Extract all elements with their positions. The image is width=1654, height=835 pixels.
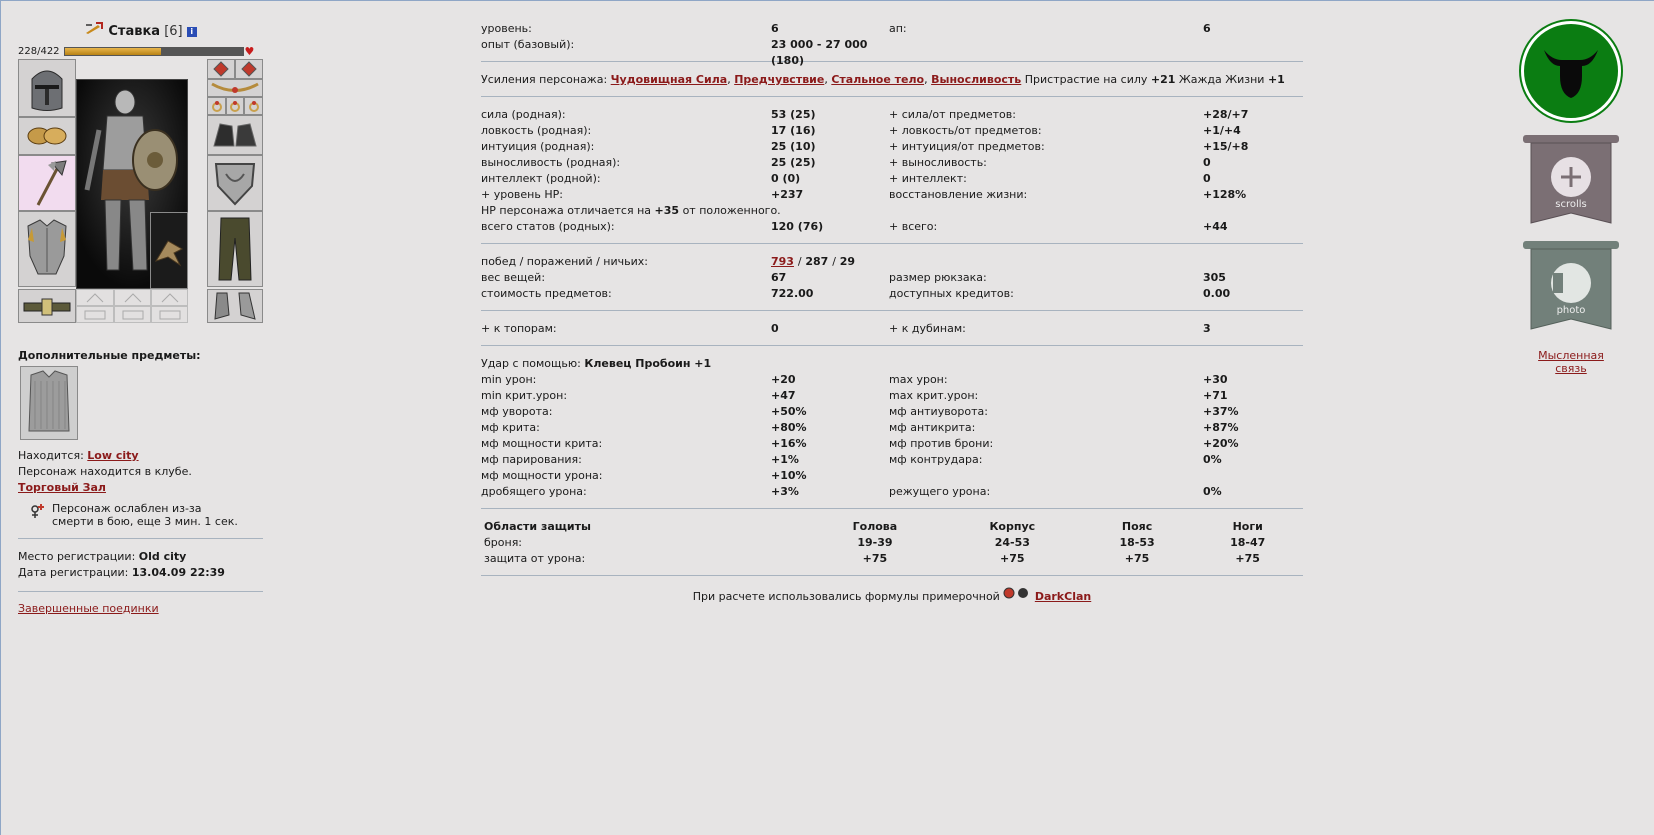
stat-label: мф крита: <box>481 421 540 434</box>
hp-note-pre: HP персонажа отличается на <box>481 204 652 217</box>
boost-link[interactable]: Предчувствие <box>734 73 825 86</box>
ring-icon <box>210 99 224 113</box>
stat-row <box>481 372 1303 388</box>
rune-slot-icon <box>85 292 105 304</box>
bracers-icon <box>24 121 70 151</box>
stat-value: 0 <box>1203 172 1211 185</box>
stat-label: + интеллект: <box>889 172 967 185</box>
slot-rune-empty[interactable] <box>76 306 114 323</box>
boost-separator: , <box>727 73 731 86</box>
stat-label: вес вещей: <box>481 271 546 284</box>
armor-row <box>481 551 1303 567</box>
axe-icon <box>24 157 70 209</box>
wins-link[interactable]: 793 <box>771 255 794 268</box>
stat-label: ловкость (родная): <box>481 124 592 137</box>
stat-row <box>481 123 1303 139</box>
boost-link[interactable]: Стальное тело <box>831 73 925 86</box>
stat-label: + ловкость/от предметов: <box>889 124 1042 137</box>
chainmail-icon <box>21 367 77 439</box>
slot-rune-empty[interactable] <box>114 289 151 306</box>
stat-row <box>481 37 1303 67</box>
stat-row <box>481 388 1303 404</box>
breastplate-icon <box>22 216 72 282</box>
character-title <box>18 21 263 43</box>
stat-label: сила (родная): <box>481 108 566 121</box>
clan-sign-icon <box>84 21 104 35</box>
boost-extra-2-label: Жажда Жизни <box>1178 73 1265 86</box>
character-name: Ставка <box>108 24 161 39</box>
character-panel <box>18 21 263 615</box>
bull-head-icon <box>1536 36 1606 106</box>
record-row <box>481 254 1303 270</box>
hp-bar-fill <box>65 48 161 55</box>
stat-label: размер рюкзака: <box>889 271 987 284</box>
stat-value: 25 (10) <box>771 140 816 153</box>
rune-slot-icon <box>160 292 180 304</box>
stat-row <box>481 436 1303 452</box>
armor-row <box>481 535 1303 551</box>
slot-pet[interactable] <box>150 212 188 289</box>
stat-label: интеллект (родной): <box>481 172 601 185</box>
hp-note-value: +35 <box>654 204 680 217</box>
stat-label: мф парирования: <box>481 453 582 466</box>
armor-cell: +75 <box>1124 552 1150 565</box>
extra-item-chainmail[interactable] <box>20 366 78 440</box>
rune-slot-icon <box>123 292 143 304</box>
draws-value: 29 <box>839 255 856 268</box>
armor-header-cell: Ноги <box>1232 520 1263 533</box>
stat-value: +80% <box>771 421 807 434</box>
slot-weapon[interactable] <box>18 155 76 211</box>
stat-value: 722.00 <box>771 287 814 300</box>
attack-section <box>481 372 1303 500</box>
reg-date <box>18 565 263 581</box>
stat-label: max крит.урон: <box>889 389 979 402</box>
helmet-icon <box>24 63 70 113</box>
hp-bar <box>64 47 244 56</box>
hp-row <box>18 43 263 59</box>
stat-value: 0 <box>1203 156 1211 169</box>
slot-earring-1[interactable] <box>207 59 235 79</box>
stat-value: 0.00 <box>1203 287 1231 300</box>
scroll-banner-icon <box>1521 133 1621 227</box>
boosts-line <box>481 72 1303 88</box>
slot-pants[interactable] <box>207 211 263 287</box>
stat-value: +128% <box>1203 188 1247 201</box>
stat-value: 305 <box>1203 271 1226 284</box>
stat-value: 17 (16) <box>771 124 816 137</box>
armor-cell: +75 <box>862 552 888 565</box>
reg-date-value: 13.04.09 22:39 <box>131 566 225 579</box>
stat-value: +28/+7 <box>1203 108 1249 121</box>
stats-total-row <box>481 219 1303 235</box>
stat-value: +20% <box>1203 437 1239 450</box>
scrolls-label: scrolls <box>1555 199 1587 210</box>
stat-value: +10% <box>771 469 807 482</box>
stat-label: дробящего урона: <box>481 485 587 498</box>
stat-label <box>889 37 1203 53</box>
armor-cell: 19-39 <box>857 536 893 549</box>
stat-label: мф антиуворота: <box>889 405 988 418</box>
stat-row <box>481 187 1303 203</box>
stat-label: мф против брони: <box>889 437 994 450</box>
slot-amulet[interactable] <box>207 79 263 97</box>
rune-slot-icon <box>121 309 145 321</box>
stat-label: мф контрудара: <box>889 453 983 466</box>
rune-slot-icon <box>158 309 182 321</box>
stat-label: стоимость предметов: <box>481 287 612 300</box>
debuff-text: Персонаж ослаблен из-за смерти в бою, еще 3 мин. 1 сек. <box>52 502 238 528</box>
stat-row <box>481 321 1303 337</box>
stat-label: мф мощности урона: <box>481 469 603 482</box>
slot-belt[interactable] <box>18 289 76 323</box>
stat-row <box>481 171 1303 187</box>
shield-icon <box>212 158 258 208</box>
stat-label: + уровень HP: <box>481 188 563 201</box>
stat-row <box>481 468 1303 484</box>
weapon-skill-section <box>481 321 1303 337</box>
slot-helmet[interactable] <box>18 59 76 117</box>
bull-emblem[interactable] <box>1521 21 1621 121</box>
stat-value: 3 <box>1203 322 1211 335</box>
stat-value: 6 <box>1203 22 1211 35</box>
stat-label: + к дубинам: <box>889 322 966 335</box>
stat-label: min урон: <box>481 373 537 386</box>
stats-panel <box>481 21 1303 603</box>
stat-row <box>481 155 1303 171</box>
slot-gloves[interactable] <box>207 115 263 155</box>
slot-boots[interactable] <box>207 289 263 323</box>
club-text: Персонаж находится в клубе. <box>18 465 192 478</box>
stat-row <box>481 420 1303 436</box>
stat-label: + всего: <box>889 220 938 233</box>
boost-extra-1-value: +21 <box>1150 73 1176 86</box>
armor-header-cell: Голова <box>852 520 898 533</box>
armor-cell: 18-47 <box>1230 536 1266 549</box>
boost-link[interactable]: Выносливость <box>931 73 1022 86</box>
armor-table <box>481 519 1303 567</box>
stat-label: min крит.урон: <box>481 389 568 402</box>
stat-value: +20 <box>771 373 796 386</box>
stat-value: 6 <box>771 22 779 35</box>
gloves-icon <box>210 118 260 152</box>
stat-row <box>481 21 1303 37</box>
right-panel <box>1521 21 1621 375</box>
stat-label: ап: <box>889 22 907 35</box>
armor-cell: +75 <box>1235 552 1260 565</box>
slot-earring-2[interactable] <box>235 59 263 79</box>
equipment-grid <box>18 59 263 343</box>
armor-header-cell: Корпус <box>989 520 1036 533</box>
stat-row <box>481 286 1303 302</box>
ring-icon <box>228 99 242 113</box>
misc-section <box>481 270 1303 302</box>
attack-weapon: Клевец Пробоин +1 <box>584 357 712 370</box>
stat-value: 0% <box>1203 485 1222 498</box>
stat-label: выносливость (родная): <box>481 156 621 169</box>
stat-label: мф мощности крита: <box>481 437 603 450</box>
slot-armor[interactable] <box>18 211 76 287</box>
stat-label: уровень: <box>481 22 532 35</box>
armor-cell: +75 <box>1000 552 1025 565</box>
slot-bracers[interactable] <box>18 117 76 155</box>
footer-text: При расчете использовались формулы примерочной <box>692 590 1000 603</box>
stat-label: + выносливость: <box>889 156 987 169</box>
stat-label: мф антикрита: <box>889 421 976 434</box>
club-room-link[interactable]: Торговый Зал <box>18 481 106 494</box>
photo-label: photo <box>1556 305 1586 316</box>
location-link[interactable]: Low city <box>87 449 139 462</box>
slot-ring-2[interactable] <box>226 97 244 115</box>
boost-separator: , <box>824 73 828 86</box>
reg-place-label: Место регистрации: <box>18 550 136 563</box>
record-slash: / <box>797 255 802 268</box>
stat-label: max урон: <box>889 373 948 386</box>
stat-value: +16% <box>771 437 807 450</box>
mind-link[interactable]: Мысленная связь <box>1538 349 1604 375</box>
stat-value: +30 <box>1203 373 1228 386</box>
extra-items-title: Дополнительные предметы: <box>18 349 201 362</box>
location-line <box>18 448 263 464</box>
info-icon[interactable]: i <box>187 27 197 37</box>
stat-value: +71 <box>1203 389 1228 402</box>
photo-banner[interactable] <box>1521 239 1621 333</box>
gem-icon <box>241 61 257 77</box>
location-label: Находится: <box>18 449 84 462</box>
boost-extra-1-label: Пристрастие на силу <box>1024 73 1148 86</box>
stat-label <box>889 468 1203 484</box>
stat-row <box>481 270 1303 286</box>
stat-label: режущего урона: <box>889 485 991 498</box>
stat-row <box>481 139 1303 155</box>
belt-icon <box>22 294 72 318</box>
boots-icon <box>211 291 259 321</box>
rune-slot-icon <box>83 309 107 321</box>
slot-rune-empty[interactable] <box>76 289 114 306</box>
slot-rune-empty[interactable] <box>114 306 151 323</box>
stat-value: 23 000 - 27 000 (180) <box>771 38 868 67</box>
stat-value: 0 (0) <box>771 172 801 185</box>
armor-header-cell: Пояс <box>1121 520 1153 533</box>
scrolls-banner[interactable] <box>1521 133 1621 227</box>
stat-value: 120 (76) <box>771 220 824 233</box>
clan-badge-icon <box>1003 586 1031 600</box>
stat-row <box>481 452 1303 468</box>
stat-label: + к топорам: <box>481 322 557 335</box>
stat-value: +15/+8 <box>1203 140 1249 153</box>
armor-cell: 18-53 <box>1119 536 1155 549</box>
slot-rune-empty[interactable] <box>151 289 188 306</box>
stat-value: 67 <box>771 271 787 284</box>
stat-value: +44 <box>1203 220 1228 233</box>
reg-place <box>18 549 263 565</box>
stat-value: +47 <box>771 389 796 402</box>
attack-label: Удар с помощью: <box>481 357 581 370</box>
losses-value: 287 <box>805 255 829 268</box>
armor-cell: 24-53 <box>994 536 1030 549</box>
stat-value: +50% <box>771 405 807 418</box>
stat-value: +1% <box>771 453 799 466</box>
stat-label: интуиция (родная): <box>481 140 595 153</box>
armor-row-label: броня: <box>484 536 523 549</box>
bird-icon <box>152 231 186 271</box>
armor-header-cell: Области защиты <box>484 520 591 533</box>
footer <box>481 586 1303 603</box>
heart-icon: ♥ <box>244 44 255 58</box>
record-label: побед / поражений / ничьих: <box>481 255 648 268</box>
boost-link[interactable]: Чудовищная Сила <box>610 73 728 86</box>
hp-note <box>481 203 1303 219</box>
stat-label: + сила/от предметов: <box>889 108 1016 121</box>
attack-weapon-row <box>481 356 1303 372</box>
pants-icon <box>213 214 257 284</box>
stat-row <box>481 404 1303 420</box>
darkclan-link[interactable]: DarkClan <box>1034 590 1092 603</box>
record-slash: / <box>832 255 836 268</box>
hp-value: 228/422 <box>18 45 60 57</box>
stats-section <box>481 107 1303 203</box>
photo-banner-icon <box>1521 239 1621 333</box>
stat-label: + интуиция/от предметов: <box>889 140 1045 153</box>
stat-value: +37% <box>1203 405 1239 418</box>
ring-icon <box>247 99 261 113</box>
finished-fights-link[interactable]: Завершенные поединки <box>18 602 159 615</box>
hp-note-post: от положенного. <box>682 204 781 217</box>
necklace-icon <box>210 81 260 95</box>
reg-place-value: Old city <box>138 550 187 563</box>
stat-label: всего статов (родных): <box>481 220 615 233</box>
stat-value: +237 <box>771 188 804 201</box>
stat-label: мф уворота: <box>481 405 553 418</box>
stat-value: +1/+4 <box>1203 124 1241 137</box>
stat-value: 53 (25) <box>771 108 816 121</box>
gem-icon <box>213 61 229 77</box>
stat-row <box>481 107 1303 123</box>
slot-ring-1[interactable] <box>207 97 226 115</box>
boost-extra-2-value: +1 <box>1267 73 1285 86</box>
stat-value: 0 <box>771 322 779 335</box>
weakness-icon <box>28 502 46 520</box>
stat-value: +87% <box>1203 421 1239 434</box>
stat-label: восстановление жизни: <box>889 188 1028 201</box>
boosts-label: Усиления персонажа: <box>481 73 608 86</box>
slot-rune-empty[interactable] <box>151 306 188 323</box>
slot-ring-3[interactable] <box>244 97 263 115</box>
reg-date-label: Дата регистрации: <box>18 566 129 579</box>
character-level: [6] <box>164 24 183 39</box>
stat-label: опыт (базовый): <box>481 38 575 51</box>
stat-row <box>481 484 1303 500</box>
stat-value: +3% <box>771 485 799 498</box>
armor-row-label: защита от урона: <box>484 552 586 565</box>
stat-value: 0% <box>1203 453 1222 466</box>
boost-separator: , <box>924 73 928 86</box>
stat-label: доступных кредитов: <box>889 287 1014 300</box>
debuff-row <box>28 502 263 528</box>
stat-value: 25 (25) <box>771 156 816 169</box>
slot-shield[interactable] <box>207 155 263 211</box>
level-section <box>481 21 1303 67</box>
